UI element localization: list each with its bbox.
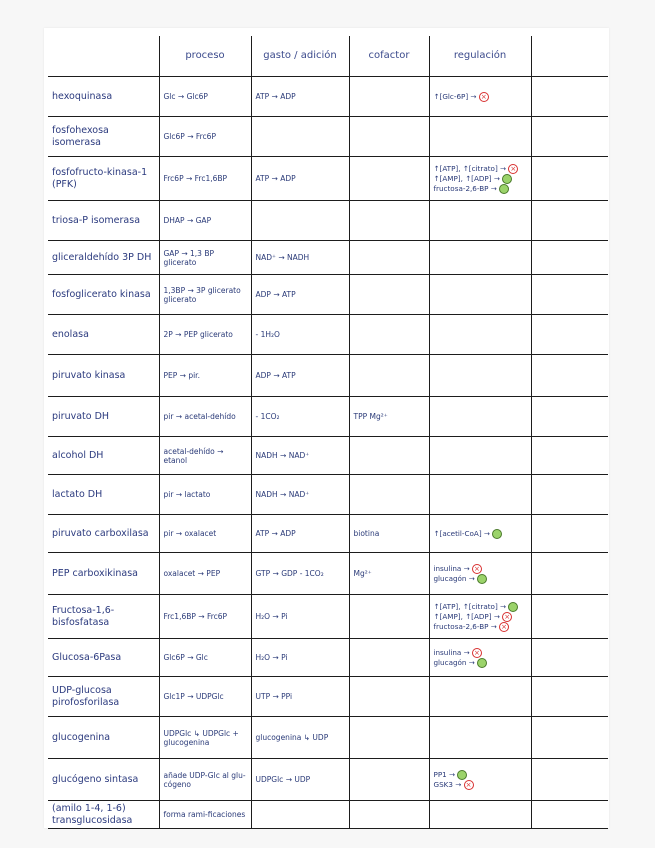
activate-icon <box>499 184 509 194</box>
enzyme-cell: hexoquinasa <box>48 77 159 117</box>
header-extra <box>531 36 608 77</box>
cofactor-cell <box>349 437 429 475</box>
cofactor-cell <box>349 355 429 397</box>
cofactor-cell <box>349 157 429 201</box>
table-row <box>48 315 608 355</box>
enzyme-cell: UDP-glucosa pirofosforilasa <box>48 677 159 717</box>
cofactor-cell: biotina <box>349 515 429 553</box>
cofactor-cell <box>349 595 429 639</box>
enzyme-cell: glucogenina <box>48 717 159 759</box>
regulation-cell <box>429 437 531 475</box>
regulation-item: ↑[AMP], ↑[ADP] → × <box>434 612 527 622</box>
process-cell: añade UDP-Glc al glu-cógeno <box>159 759 251 801</box>
activate-icon <box>477 658 487 668</box>
inhibit-icon: × <box>502 612 512 622</box>
cost-cell: ADP → ATP <box>251 355 349 397</box>
enzyme-cell: piruvato kinasa <box>48 355 159 397</box>
cost-cell: H₂O → Pi <box>251 595 349 639</box>
table-row <box>48 717 608 759</box>
extra-cell <box>531 241 608 275</box>
regulation-cell <box>429 77 531 117</box>
cost-cell: GTP → GDP - 1CO₂ <box>251 553 349 595</box>
cofactor-cell <box>349 759 429 801</box>
process-cell: Frc6P → Frc1,6BP <box>159 157 251 201</box>
regulation-cell <box>429 275 531 315</box>
cost-cell: ATP → ADP <box>251 77 349 117</box>
table-row <box>48 157 608 201</box>
process-cell: 2P → PEP glicerato <box>159 315 251 355</box>
regulation-item: insulina → × <box>434 564 527 574</box>
regulation-cell <box>429 397 531 437</box>
extra-cell <box>531 315 608 355</box>
extra-cell <box>531 117 608 157</box>
cofactor-cell <box>349 275 429 315</box>
extra-cell <box>531 355 608 397</box>
process-cell: UDPGlc ↳ UDPGlc + glucogenina <box>159 717 251 759</box>
regulation-cell <box>429 201 531 241</box>
enzyme-cell: PEP carboxikinasa <box>48 553 159 595</box>
table-row <box>48 355 608 397</box>
inhibit-icon: × <box>499 622 509 632</box>
cofactor-cell <box>349 77 429 117</box>
table-row <box>48 77 608 117</box>
cost-cell <box>251 201 349 241</box>
cost-cell: glucogenina ↳ UDP <box>251 717 349 759</box>
regulation-item: fructosa-2,6-BP → × <box>434 622 527 632</box>
process-cell: Glc → Glc6P <box>159 77 251 117</box>
regulation-cell <box>429 759 531 801</box>
enzyme-cell: lactato DH <box>48 475 159 515</box>
table-row <box>48 639 608 677</box>
cofactor-cell: Mg²⁺ <box>349 553 429 595</box>
activate-icon <box>492 529 502 539</box>
enzyme-cell: fosfofructo-kinasa-1 (PFK) <box>48 157 159 201</box>
extra-cell <box>531 639 608 677</box>
regulation-cell <box>429 117 531 157</box>
extra-cell <box>531 397 608 437</box>
cost-cell: UTP → PPi <box>251 677 349 717</box>
cofactor-cell <box>349 117 429 157</box>
process-cell: Glc6P → Glc <box>159 639 251 677</box>
process-cell: DHAP → GAP <box>159 201 251 241</box>
activate-icon <box>457 770 467 780</box>
extra-cell <box>531 157 608 201</box>
cofactor-cell <box>349 639 429 677</box>
process-cell: pir → lactato <box>159 475 251 515</box>
regulation-cell <box>429 553 531 595</box>
extra-cell <box>531 759 608 801</box>
table-row <box>48 801 608 829</box>
process-cell: Frc1,6BP → Frc6P <box>159 595 251 639</box>
cofactor-cell <box>349 717 429 759</box>
regulation-cell <box>429 595 531 639</box>
regulation-cell <box>429 677 531 717</box>
extra-cell <box>531 801 608 829</box>
regulation-item: insulina → × <box>434 648 527 658</box>
enzyme-cell: (amilo 1-4, 1-6) transglucosidasa <box>48 801 159 829</box>
enzyme-cell: gliceraldehído 3P DH <box>48 241 159 275</box>
extra-cell <box>531 77 608 117</box>
enzyme-cell: glucógeno sintasa <box>48 759 159 801</box>
cost-cell: ADP → ATP <box>251 275 349 315</box>
enzyme-cell: alcohol DH <box>48 437 159 475</box>
header-cofactor: cofactor <box>349 36 429 77</box>
inhibit-icon: × <box>472 564 482 574</box>
regulation-item: ↑[ATP], ↑[citrato] → <box>434 602 527 612</box>
cost-cell: NAD⁺ → NADH <box>251 241 349 275</box>
cost-cell: NADH → NAD⁺ <box>251 437 349 475</box>
enzyme-cell: fosfoglicerato kinasa <box>48 275 159 315</box>
enzyme-cell: piruvato DH <box>48 397 159 437</box>
process-cell: Glc6P → Frc6P <box>159 117 251 157</box>
header-cost: gasto / adición <box>251 36 349 77</box>
enzyme-cell: piruvato carboxilasa <box>48 515 159 553</box>
cost-cell: - 1CO₂ <box>251 397 349 437</box>
enzyme-cell: fosfohexosa isomerasa <box>48 117 159 157</box>
cost-cell: ATP → ADP <box>251 157 349 201</box>
regulation-cell <box>429 801 531 829</box>
cofactor-cell <box>349 677 429 717</box>
table-row <box>48 475 608 515</box>
regulation-item: PP1 → <box>434 770 527 780</box>
cost-cell: UDPGlc → UDP <box>251 759 349 801</box>
regulation-item: GSK3 → × <box>434 780 527 790</box>
regulation-cell <box>429 717 531 759</box>
process-cell: GAP → 1,3 BP glicerato <box>159 241 251 275</box>
regulation-item: ↑[ATP], ↑[citrato] → × <box>434 164 527 174</box>
cost-cell <box>251 117 349 157</box>
cost-cell: - 1H₂O <box>251 315 349 355</box>
regulation-cell <box>429 157 531 201</box>
table-row <box>48 759 608 801</box>
regulation-cell <box>429 241 531 275</box>
extra-cell <box>531 437 608 475</box>
table-row <box>48 397 608 437</box>
activate-icon <box>508 602 518 612</box>
enzyme-cell: Glucosa-6Pasa <box>48 639 159 677</box>
activate-icon <box>502 174 512 184</box>
table-row <box>48 595 608 639</box>
regulation-item: ↑[AMP], ↑[ADP] → <box>434 174 527 184</box>
cofactor-cell <box>349 475 429 515</box>
extra-cell <box>531 677 608 717</box>
regulation-cell <box>429 475 531 515</box>
cofactor-cell <box>349 241 429 275</box>
cost-cell <box>251 801 349 829</box>
inhibit-icon: × <box>479 92 489 102</box>
cost-cell: ATP → ADP <box>251 515 349 553</box>
extra-cell <box>531 201 608 241</box>
regulation-cell <box>429 355 531 397</box>
extra-cell <box>531 717 608 759</box>
extra-cell <box>531 475 608 515</box>
table-row <box>48 241 608 275</box>
cost-cell: NADH → NAD⁺ <box>251 475 349 515</box>
inhibit-icon: × <box>472 648 482 658</box>
inhibit-icon: × <box>464 780 474 790</box>
table-row <box>48 201 608 241</box>
process-cell: PEP → pir. <box>159 355 251 397</box>
table-row <box>48 553 608 595</box>
cofactor-cell <box>349 201 429 241</box>
enzyme-cell: enolasa <box>48 315 159 355</box>
extra-cell <box>531 275 608 315</box>
regulation-item: glucagón → <box>434 574 527 584</box>
enzyme-cell: Fructosa-1,6-bisfosfatasa <box>48 595 159 639</box>
regulation-item: ↑[Glc-6P] → × <box>434 92 527 102</box>
table-row <box>48 275 608 315</box>
inhibit-icon: × <box>508 164 518 174</box>
process-cell: pir → acetal-dehído <box>159 397 251 437</box>
extra-cell <box>531 595 608 639</box>
cofactor-cell <box>349 315 429 355</box>
process-cell: forma rami-ficaciones <box>159 801 251 829</box>
process-cell: oxalacet → PEP <box>159 553 251 595</box>
regulation-item: ↑[acetil-CoA] → <box>434 529 527 539</box>
table-row <box>48 437 608 475</box>
table-row <box>48 515 608 553</box>
extra-cell <box>531 515 608 553</box>
cost-cell: H₂O → Pi <box>251 639 349 677</box>
regulation-cell <box>429 315 531 355</box>
regulation-cell <box>429 639 531 677</box>
header-row <box>48 36 608 77</box>
regulation-item: fructosa-2,6-BP → <box>434 184 527 194</box>
header-regulation: regulación <box>429 36 531 77</box>
activate-icon <box>477 574 487 584</box>
process-cell: acetal-dehído → etanol <box>159 437 251 475</box>
table-row <box>48 117 608 157</box>
cofactor-cell <box>349 801 429 829</box>
process-cell: Glc1P → UDPGlc <box>159 677 251 717</box>
cofactor-cell: TPP Mg²⁺ <box>349 397 429 437</box>
regulation-cell <box>429 515 531 553</box>
table-row <box>48 677 608 717</box>
header-enzyme <box>48 36 159 77</box>
header-process: proceso <box>159 36 251 77</box>
process-cell: 1,3BP → 3P glicerato glicerato <box>159 275 251 315</box>
extra-cell <box>531 553 608 595</box>
process-cell: pir → oxalacet <box>159 515 251 553</box>
enzyme-table <box>48 36 608 829</box>
regulation-item: glucagón → <box>434 658 527 668</box>
enzyme-cell: triosa-P isomerasa <box>48 201 159 241</box>
